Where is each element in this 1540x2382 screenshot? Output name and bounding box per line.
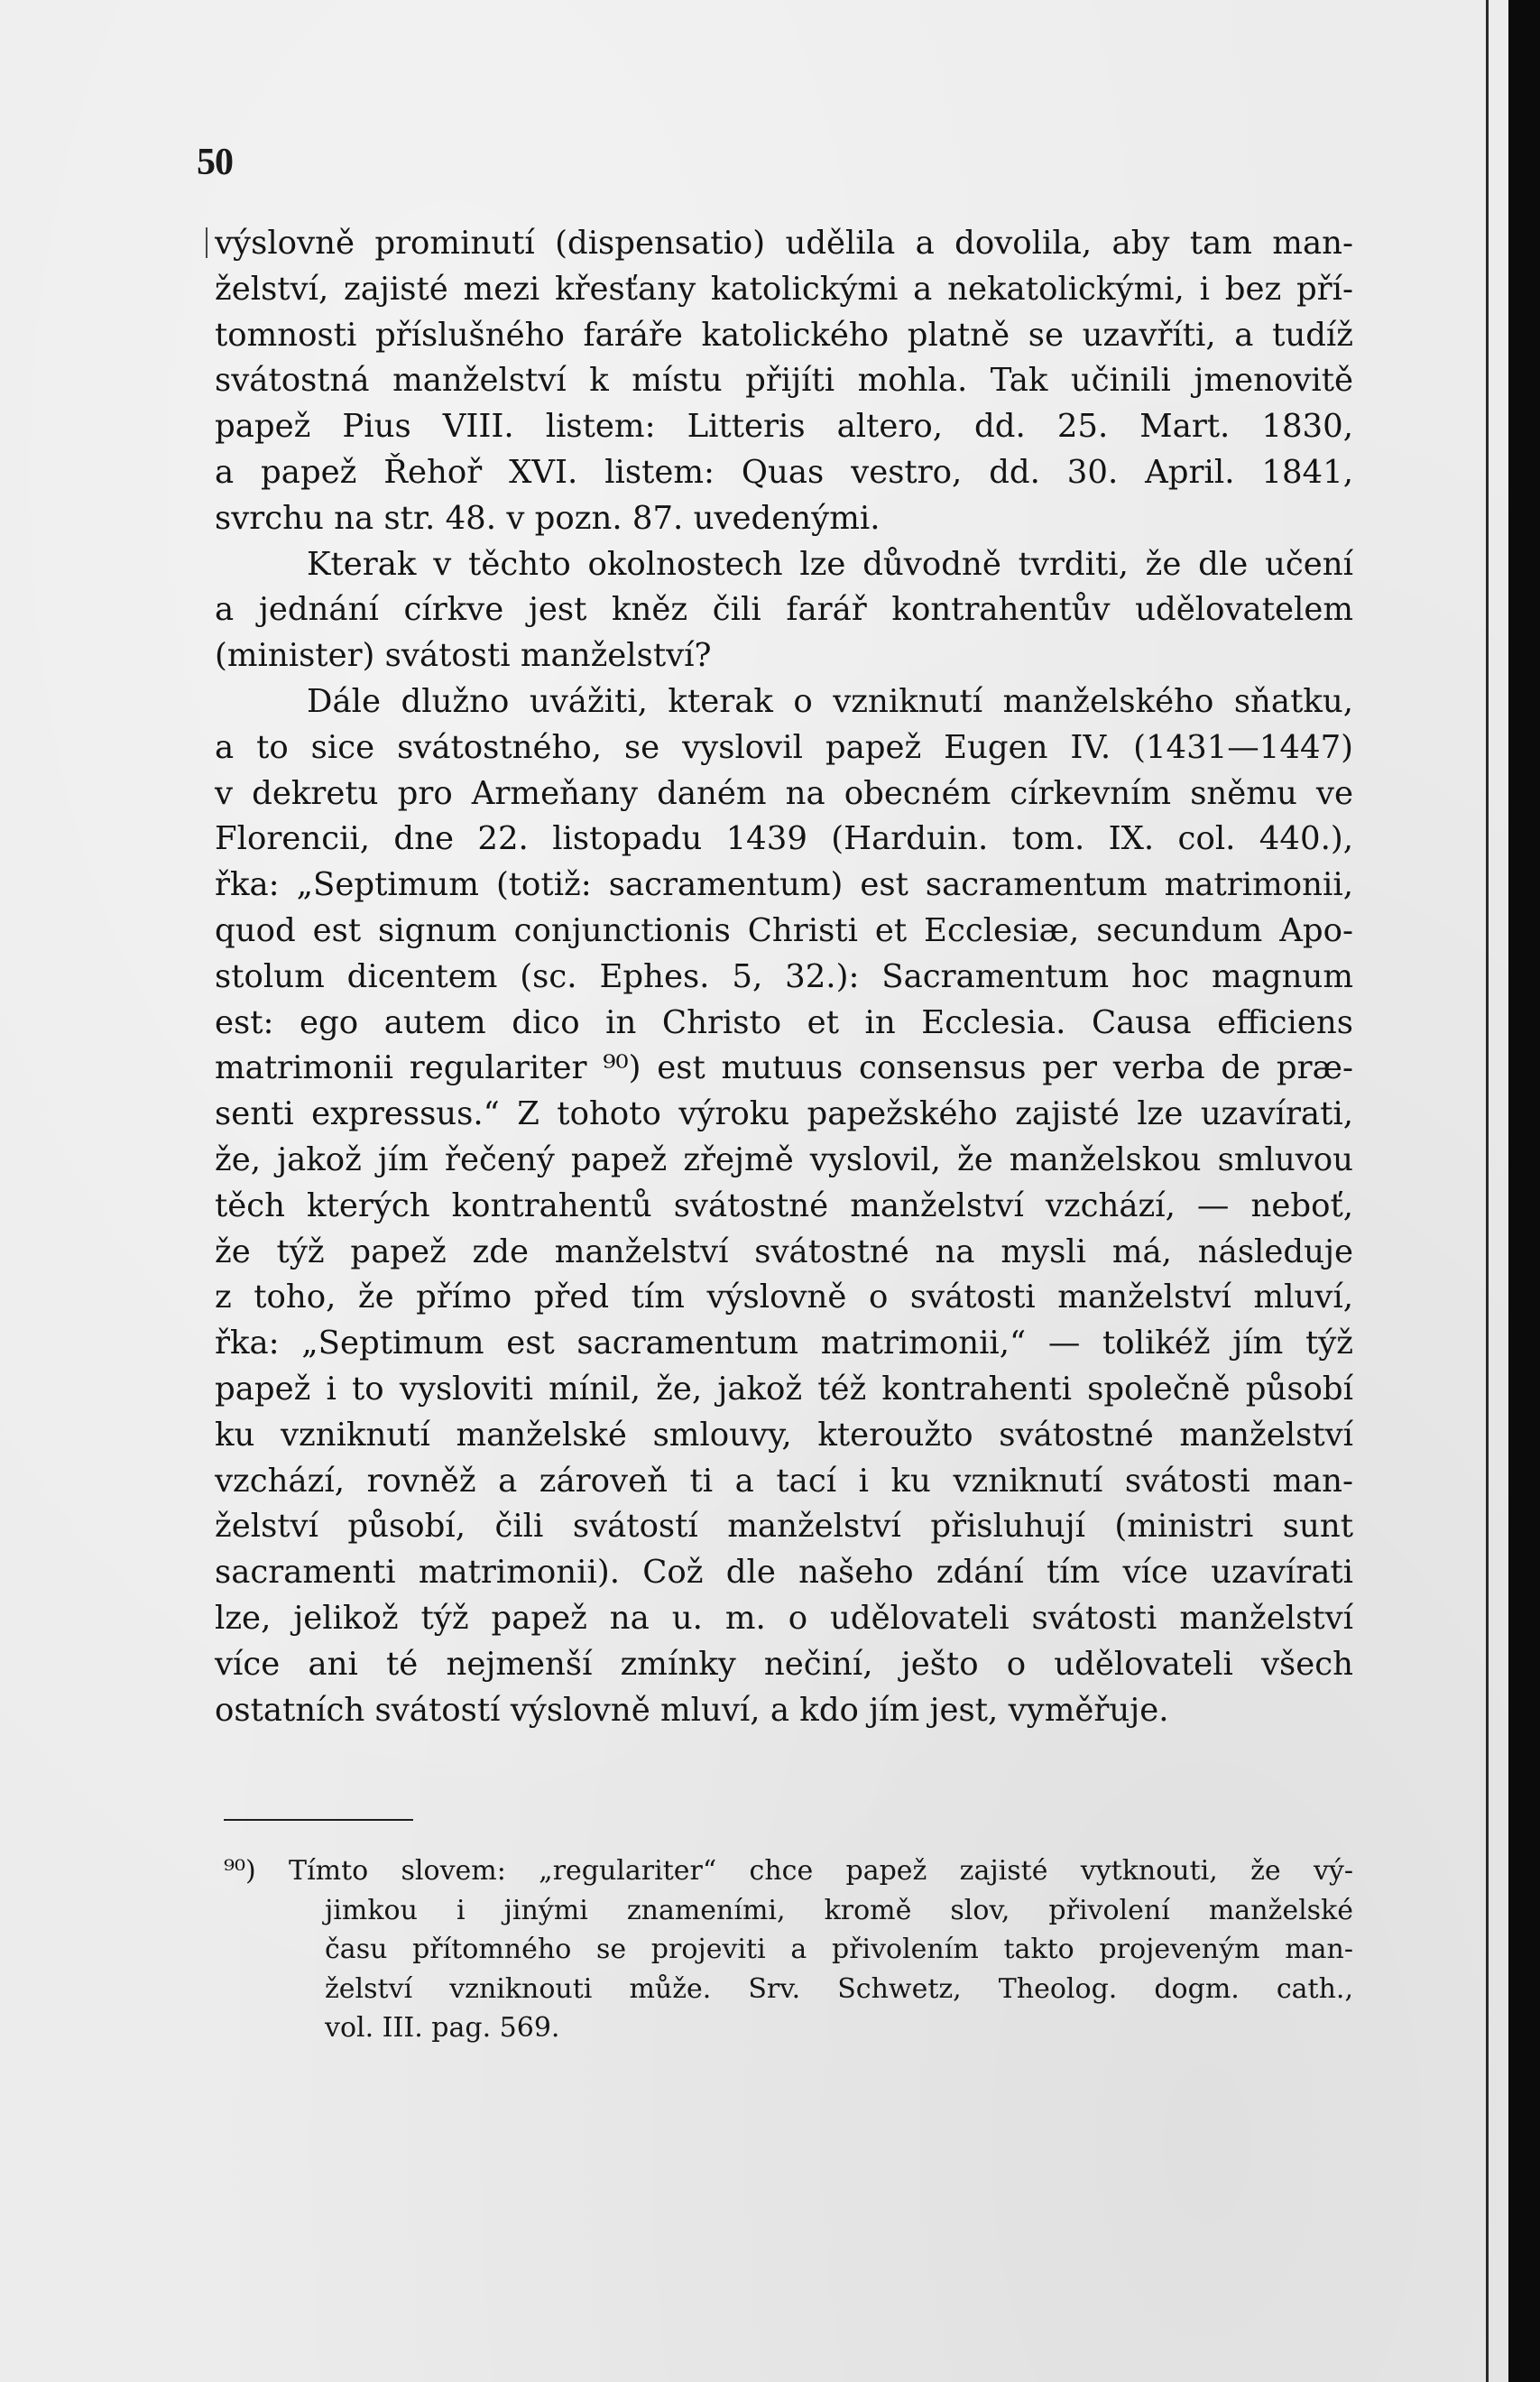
main-text-block bbox=[215, 221, 1353, 1733]
footnote-block bbox=[224, 1851, 1353, 2048]
text-line: řka: „Septimum (totiž: sacramentum) est sacramentum matrimonii, bbox=[215, 866, 1353, 904]
text-line: lze, jelikož týž papež na u. m. o udělovateli svátosti manželství bbox=[215, 1599, 1353, 1637]
text-line: svátostná manželství k místu přijíti mohla. Tak učinili jmenovitě bbox=[215, 362, 1353, 400]
text-line: těch kterých kontrahentů svátostné manželství vzchází, — neboť, bbox=[215, 1186, 1353, 1224]
text-line: matrimonii regulariter ⁹⁰) est mutuus consensus per verba de præ- bbox=[215, 1049, 1353, 1087]
text-line: z toho, že přímo před tím výslovně o svátosti manželství mluví, bbox=[215, 1279, 1353, 1316]
text-line: papež i to vysloviti mínil, že, jakož též kontrahenti společně působí bbox=[215, 1370, 1353, 1408]
text-line: výslovně prominutí (dispensatio) udělila a dovolila, aby tam man- bbox=[215, 225, 1353, 262]
text-line: řka: „Septimum est sacramentum matrimonii,“ — tolikéž jím týž bbox=[215, 1325, 1353, 1362]
page-edge-shadow bbox=[1486, 0, 1489, 2382]
text-line: želství působí, čili svátostí manželství přisluhují (ministri sunt bbox=[215, 1508, 1353, 1546]
text-line: Dále dlužno uvážiti, kterak o vzniknutí manželského sňatku, bbox=[307, 682, 1353, 720]
footnote-line: ⁹⁰) Tímto slovem: „regulariter“ chce papež zajisté vytknouti, že vý- bbox=[224, 1855, 1353, 1887]
margin-bracket-mark bbox=[206, 227, 207, 258]
text-line: ostatních svátostí výslovně mluví, a kdo jím jest, vyměřuje. bbox=[215, 1691, 1169, 1729]
text-line: senti expressus.“ Z tohoto výroku papežského zajisté lze uzavírati, bbox=[215, 1095, 1353, 1133]
text-line: že týž papež zde manželství svátostné na mysli má, následuje bbox=[215, 1233, 1353, 1270]
page-number: 50 bbox=[197, 142, 233, 183]
text-line: (minister) svátosti manželství? bbox=[215, 637, 712, 675]
text-line: Florencii, dne 22. listopadu 1439 (Harduin. tom. IX. col. 440.), bbox=[215, 820, 1353, 858]
text-line: quod est signum conjunctionis Christi et Ecclesiæ, secundum Apo- bbox=[215, 911, 1353, 949]
text-line: a papež Řehoř XVI. listem: Quas vestro, dd. 30. April. 1841, bbox=[215, 453, 1353, 491]
text-line: sacramenti matrimonii). Což dle našeho zdání tím více uzavírati bbox=[215, 1554, 1353, 1592]
text-line: est: ego autem dico in Christo et in Ecclesia. Causa efficiens bbox=[215, 1003, 1353, 1041]
text-line: a to sice svátostného, se vyslovil papež Eugen IV. (1431—1447) bbox=[215, 728, 1353, 766]
text-line: svrchu na str. 48. v pozn. 87. uvedenými. bbox=[215, 499, 881, 537]
footnote-line: času přítomného se projeviti a přivolením takto projeveným man- bbox=[325, 1934, 1353, 1965]
footnote-line: vol. III. pag. 569. bbox=[325, 2012, 560, 2044]
text-line: papež Pius VIII. listem: Litteris altero, dd. 25. Mart. 1830, bbox=[215, 408, 1353, 446]
text-line: že, jakož jím řečený papež zřejmě vyslovil, že manželskou smluvou bbox=[215, 1140, 1353, 1178]
text-line: více ani té nejmenší zmínky nečiní, ješto o udělovateli všech bbox=[215, 1645, 1353, 1683]
text-line: ku vzniknutí manželské smlouvy, kteroužto svátostné manželství bbox=[215, 1416, 1353, 1454]
text-line: želství, zajisté mezi křesťany katolickými a nekatolickými, i bez pří- bbox=[215, 270, 1353, 308]
footnote-line: jimkou i jinými znameními, kromě slov, přivolení manželské bbox=[325, 1894, 1353, 1926]
text-line: vzchází, rovněž a zároveň ti a tací i ku vzniknutí svátosti man- bbox=[215, 1462, 1353, 1500]
text-line: tomnosti příslušného faráře katolického platně se uzavříti, a tudíž bbox=[215, 316, 1353, 354]
text-line: Kterak v těchto okolnostech lze důvodně tvrditi, že dle učení bbox=[307, 545, 1353, 583]
text-line: v dekretu pro Armeňany daném na obecném církevním sněmu ve bbox=[215, 774, 1353, 812]
footnote-separator bbox=[224, 1819, 413, 1821]
text-line: stolum dicentem (sc. Ephes. 5, 32.): Sacramentum hoc magnum bbox=[215, 957, 1353, 995]
text-line: a jednání církve jest kněz čili farář kontrahentův udělovatelem bbox=[215, 591, 1353, 629]
footnote-line: želství vzniknouti může. Srv. Schwetz, Theolog. dogm. cath., bbox=[325, 1972, 1353, 2005]
